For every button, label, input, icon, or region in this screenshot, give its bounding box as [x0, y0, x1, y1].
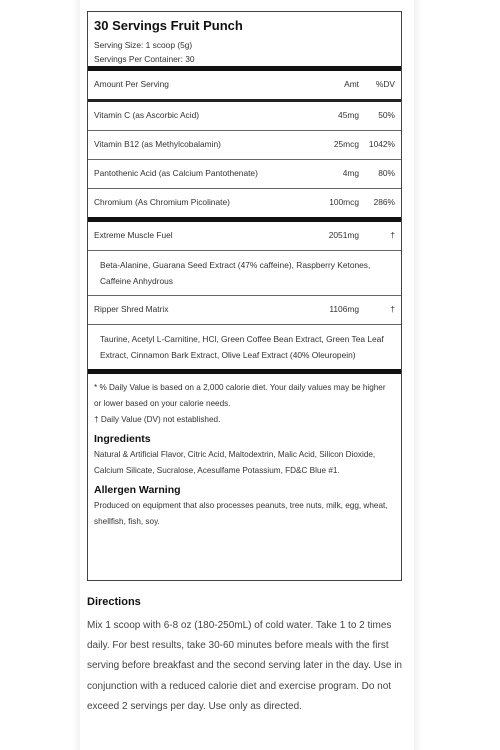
ingredients-text: Natural & Artificial Flavor, Citric Acid, Maltodextrin, Malic Acid, Silicon Dioxide, Calcium Silicate, Sucralose, Acesulfame Potassium, FD&C Blue #1. — [94, 449, 376, 475]
blend-name: Extreme Muscle Fuel — [94, 230, 173, 241]
blend-contents: Taurine, Acetyl L-Carnitine, HCl, Green Coffee Bean Extract, Green Tea Leaf Extract, Cinnamon Bark Extract, Olive Leaf Extract (40% Oleuropein) — [100, 333, 384, 360]
page-column-edge-left — [72, 0, 80, 750]
nutrient-name: Vitamin C (as Ascorbic Acid) — [94, 110, 200, 121]
ingredients-title: Ingredients — [94, 432, 151, 445]
nutrient-name: Vitamin B12 (as Methylcobalamin) — [94, 139, 221, 150]
directions-section — [87, 596, 407, 717]
blend-contents: Beta-Alanine, Guarana Seed Extract (47% caffeine), Raspberry Ketones, Caffeine Anhydrous — [100, 259, 371, 286]
footnote-dv-not-established: † Daily Value (DV) not established. — [94, 414, 221, 424]
table-row-ripper-shred-matrix — [88, 296, 401, 324]
nutrient-amount: 45mg — [338, 110, 359, 121]
nutrient-amount: 100mcg — [329, 197, 359, 208]
serving-size: Serving Size: 1 scoop (5g) — [94, 39, 193, 50]
blend-amount: 1106mg — [329, 304, 359, 315]
nutrient-name: Chromium (As Chromium Picolinate) — [94, 197, 230, 208]
directions-title: Directions — [87, 596, 141, 608]
nutrient-dv: 50% — [378, 110, 395, 121]
footnote-daily-value: * % Daily Value is based on a 2,000 calorie diet. Your daily values may be higher or lower based on your calorie needs. — [94, 382, 386, 408]
table-row-pantothenic-acid — [88, 160, 401, 188]
panel-title: 30 Servings Fruit Punch — [94, 18, 243, 33]
table-row-extreme-muscle-fuel — [88, 222, 401, 250]
nutrient-dv: 1042% — [368, 139, 395, 150]
directions-text: Mix 1 scoop with 6-8 oz (180-250mL) of cold water. Take 1 to 2 times daily. For best results, take 30-60 minutes before meals with the first serving before breakfast and the second serving later in the day. Use in conjunction with a reduced calorie diet and exercise program. Do not exceed 2 servings per day. Use only as directed. — [87, 620, 402, 712]
nutrient-dv: 286% — [373, 197, 395, 208]
page-column-edge-right — [414, 0, 422, 750]
blend-amount: 2051mg — [328, 230, 359, 241]
allergen-title: Allergen Warning — [94, 483, 181, 496]
table-row-vitamin-b12 — [88, 131, 401, 159]
nutrient-amount: 25mcg — [333, 139, 359, 150]
nutrient-dv: 80% — [378, 168, 395, 179]
servings-per-container: Servings Per Container: 30 — [94, 53, 195, 64]
supplement-facts-panel — [87, 11, 402, 581]
table-row-chromium — [88, 189, 401, 217]
header-amt: Amt — [344, 79, 359, 90]
nutrient-name: Pantothenic Acid (as Calcium Pantothenate) — [94, 168, 258, 179]
allergen-text: Produced on equipment that also processes peanuts, tree nuts, milk, egg, wheat, shellfish, fish, soy. — [94, 500, 388, 526]
table-row-vitamin-c — [88, 102, 401, 130]
header-amount-per-serving: Amount Per Serving — [94, 79, 169, 90]
blend-name: Ripper Shred Matrix — [94, 304, 169, 315]
blend-dv: † — [390, 304, 395, 315]
nutrient-amount: 4mg — [342, 168, 359, 179]
table-header-row — [88, 71, 401, 99]
blend-dv: † — [390, 230, 395, 241]
header-dv: %DV — [375, 79, 395, 90]
